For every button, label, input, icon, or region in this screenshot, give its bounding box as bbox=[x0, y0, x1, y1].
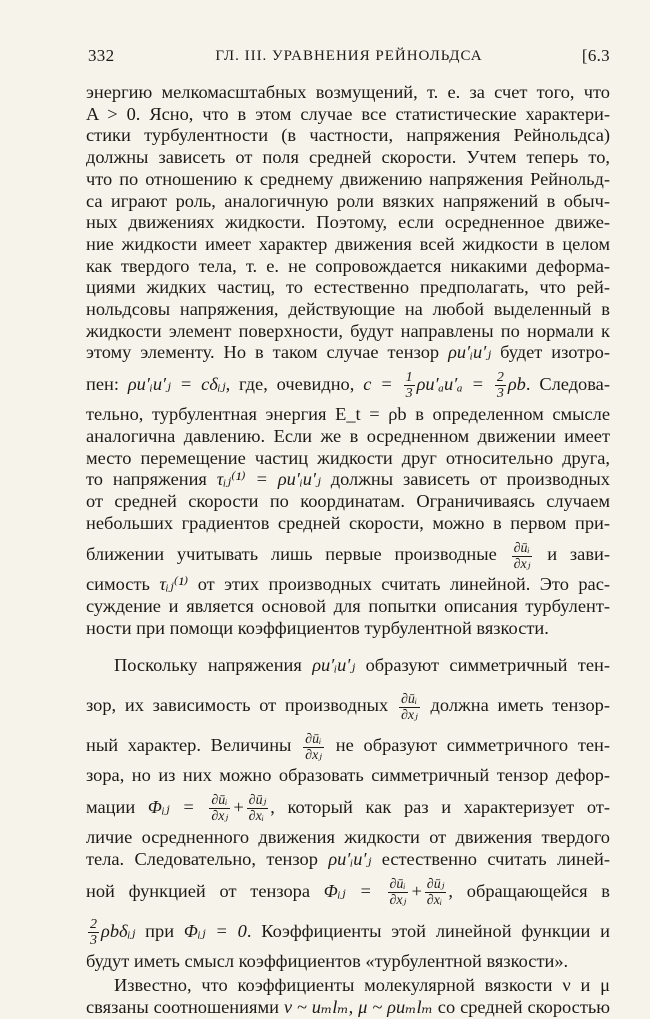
formula-phi-zero: Φᵢⱼ = 0 bbox=[183, 920, 247, 941]
paragraph-2 bbox=[86, 645, 610, 972]
text-line: зор, их зависимость от производных $\frac{\text{∂ūᵢ}}{\text{∂xⱼ}}$ должна иметь тензор- bbox=[86, 691, 610, 723]
text-line: Известно, что коэффициенты молекулярной вязкости ν и μ bbox=[114, 975, 610, 996]
text-line: ближении учитывать лишь первые производные $\frac{\text{∂ūᵢ}}{\text{∂xⱼ}}$ и зави- bbox=[86, 540, 610, 572]
formula-derivative: $\frac{\text{∂ūᵢ}}{\text{∂xⱼ}}$ bbox=[400, 691, 418, 723]
paragraph-3 bbox=[86, 975, 610, 1018]
text-line: жидкости элемент поверхности, будут направлены по нормали к bbox=[86, 320, 610, 341]
text-line: ных движениях жидкости. Поэтому, если осредненное движе- bbox=[86, 212, 610, 233]
formula-two-thirds: $\frac{2}{3}$ ρbδᵢⱼ bbox=[90, 916, 136, 948]
text-line: то напряжения τᵢⱼ⁽¹⁾ = ρu′ᵢu′ⱼ должны зависеть от производных bbox=[86, 469, 610, 490]
text-line: суждение и является основой для попытки описания турбулент- bbox=[86, 596, 610, 617]
formula-tau: τᵢⱼ⁽¹⁾ = ρu′ᵢu′ⱼ bbox=[216, 469, 321, 490]
formula-phi: Φᵢⱼ = $\frac{\text{∂ūᵢ}}{\text{∂xⱼ}}$ + $\frac{\text{∂ūⱼ}}{\text{∂xᵢ}}$ bbox=[147, 793, 267, 825]
paragraph-1 bbox=[86, 82, 610, 639]
text-line: этому элементу. Но в таком случае тензор ρu′ᵢu′ⱼ будет изотро- bbox=[86, 342, 610, 363]
formula-derivative: $\frac{\text{∂ūᵢ}}{\text{∂xⱼ}}$ bbox=[513, 540, 531, 572]
formula-derivative: $\frac{\text{∂ūᵢ}}{\text{∂xⱼ}}$ bbox=[305, 731, 323, 763]
text-line: тельно, турбулентная энергия E_t = ρb в определенном смысле bbox=[86, 404, 610, 425]
text-line: симость τᵢⱼ⁽¹⁾ от этих производных считать линейной. Это рас- bbox=[86, 574, 610, 595]
formula-isotropic: ρu′ᵢu′ⱼ = cδᵢⱼ bbox=[127, 374, 226, 395]
running-header bbox=[88, 44, 610, 70]
text-line: как твердого тела, т. е. не сопровождается никакими деформа- bbox=[86, 255, 610, 276]
text-line: мации Φᵢⱼ = $\frac{\text{∂ūᵢ}}{\text{∂xⱼ}}$ + $\frac{\text{∂ūⱼ}}{\text{∂xᵢ}}$ , который как раз и характеризует от- bbox=[86, 793, 610, 825]
formula-tensor: ρu′ᵢu′ⱼ bbox=[448, 342, 492, 363]
text-line: от средней скорости по координатам. Ограничиваясь случаем bbox=[86, 490, 610, 511]
formula-tensor: ρu′ᵢu′ⱼ bbox=[312, 655, 356, 676]
chapter-title: ГЛ. III. УРАВНЕНИЯ РЕЙНОЛЬДСА bbox=[215, 48, 483, 64]
text-line: ный характер. Величины $\frac{\text{∂ūᵢ}}{\text{∂xⱼ}}$ не образуют симметричного тен- bbox=[86, 731, 610, 763]
formula-phi: Φᵢⱼ = $\frac{\text{∂ūᵢ}}{\text{∂xⱼ}}$ + $\frac{\text{∂ūⱼ}}{\text{∂xᵢ}}$ bbox=[323, 876, 445, 908]
text-line: аналогична давлению. Если же в осредненном движении имеет bbox=[86, 425, 610, 446]
text-line: циями жидких частиц, то естественно предполагать, что рей- bbox=[86, 277, 610, 298]
text-line: зора, но из них можно образовать симметричный тензор дефор- bbox=[86, 765, 610, 786]
formula-tensor: ρu′ᵢu′ⱼ bbox=[328, 848, 372, 869]
text-line: должны зависеть от поля средней скорости. Учтем теперь то, bbox=[86, 147, 610, 168]
text-line: ности при помощи коэффициентов турбулентной вязкости. bbox=[86, 617, 549, 638]
formula-tau-short: τᵢⱼ⁽¹⁾ bbox=[159, 574, 189, 595]
text-line: A > 0. Ясно, что в этом случае все статистические характери- bbox=[86, 103, 610, 124]
formula-c: c = $\frac{1}{3}$ ρu′ₐu′ₐ = $\frac{2}{3}$ ρb bbox=[363, 370, 526, 402]
text-line: Поскольку напряжения ρu′ᵢu′ⱼ образуют симметричный тен- bbox=[114, 655, 610, 676]
text-line: ние жидкости имеет характер движения всей жидкости в целом bbox=[86, 233, 610, 254]
text-line: $\frac{2}{3}$ ρbδᵢⱼ при Φᵢⱼ = 0. Коэффициенты этой линейной функции и bbox=[86, 911, 610, 951]
text-line: будут иметь смысл коэффициентов «турбулентной вязкости». bbox=[86, 950, 569, 971]
text-line: связаны соотношениями ν ~ uₘlₘ, μ ~ ρuₘlₘ со средней скоростью bbox=[86, 996, 610, 1017]
text-line: ной функцией от тензора Φᵢⱼ = $\frac{\text{∂ūᵢ}}{\text{∂xⱼ}}$ + $\frac{\text{∂ūⱼ}}{\text{∂xᵢ}}$ , обращающейся в bbox=[86, 876, 610, 908]
text-line: стики турбулентности (в частности, напряжения Рейнольдса) bbox=[86, 125, 610, 146]
text-line: что по отношению к среднему движению напряжения Рейнольд- bbox=[86, 168, 610, 189]
text-body bbox=[86, 82, 610, 1019]
formula-viscosity: ν ~ uₘlₘ, μ ~ ρuₘlₘ bbox=[283, 996, 433, 1017]
text-line: энергию мелкомасштабных возмущений, т. е. за счет того, что bbox=[86, 82, 610, 102]
text-line: нольдсовы напряжения, действующие на любой выделенный в bbox=[86, 299, 610, 320]
text-line: пен: ρu′ᵢu′ⱼ = cδᵢⱼ, где, очевидно, c = $\frac{1}{3}$ ρu′ₐu′ₐ = $\frac{2}{3}$ ρb. Следова- bbox=[86, 370, 610, 402]
section-number: [6.3 bbox=[581, 46, 610, 65]
page-number: 332 bbox=[88, 46, 115, 65]
text-line: са играют роль, аналогичную роли вязких напряжений в обыч- bbox=[86, 190, 610, 211]
text-line: личие осредненного движения жидкости от движения твердого bbox=[86, 827, 610, 848]
text-line: тела. Следовательно, тензор ρu′ᵢu′ⱼ естественно считать линей- bbox=[86, 848, 610, 869]
text-line: небольших градиентов средней скорости, можно в первом при- bbox=[86, 512, 610, 533]
text-line: место перемещение частиц жидкости друг относительно друга, bbox=[86, 447, 610, 468]
